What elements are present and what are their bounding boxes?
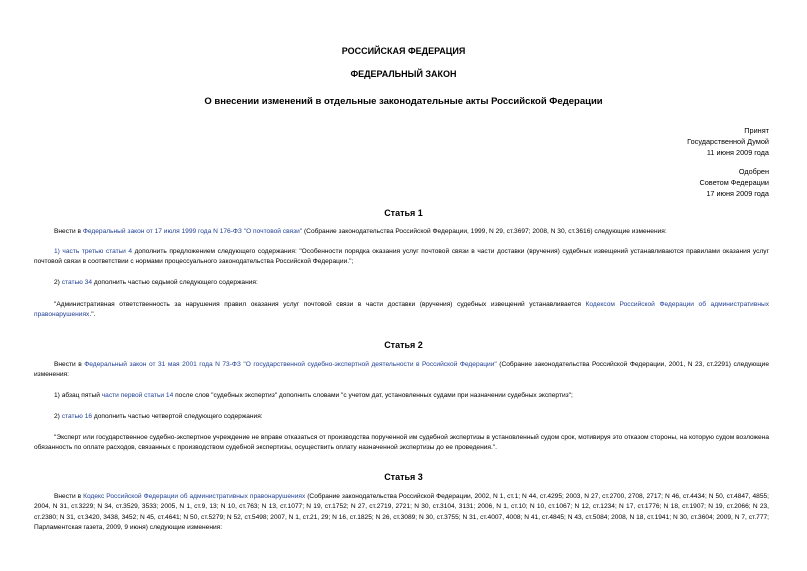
article-3-paragraph-1 — [34, 492, 769, 534]
article-2-paragraph-3 — [34, 412, 769, 422]
text-span: (Собрание законодательства Российской Федерации, 1999, N 29, ст.3697; 2008, N 30, ст.3616) следующие изменения: — [302, 228, 667, 235]
text-span: 2) — [54, 279, 62, 286]
text-span: дополнить частью четвертой следующего содержания: — [92, 413, 263, 420]
text-span: Внести в — [54, 493, 84, 500]
text-span: дополнить частью седьмой следующего содержания: — [92, 279, 258, 286]
adopted-body: Государственной Думой — [687, 137, 769, 146]
text-span: дополнить предложением следующего содержания: "Особенности порядка оказания услуг почтовой связи в части доставки (вручения) судебных извещений устанавливаются правилами оказания услуг почтовой связи в соответствии с нормами процессуального законодательства Российской Федерации."; — [34, 248, 769, 266]
article-2-heading: Статья 2 — [384, 340, 423, 350]
text-span: .". — [89, 311, 96, 319]
link-article-34[interactable]: статью 34 — [61, 279, 93, 286]
link-article-14-part-1[interactable]: части первой статьи 14 — [101, 392, 174, 399]
article-1-paragraph-2 — [34, 247, 769, 268]
article-1-heading: Статья 1 — [384, 208, 423, 218]
text-span: "Административная ответственность за нарушения правил оказания услуг почтовой связи в части доставки (вручения) судебных извещений устанавливается — [54, 301, 586, 308]
adopted-block — [687, 125, 769, 158]
text-span: (Собрание законодательства Российской Федерации, 2001, N 23, ст.2291) следующие изменения: — [34, 361, 769, 379]
adopted-date: 11 июня 2009 года — [706, 148, 769, 157]
adopted-label: Принят — [744, 126, 769, 135]
text-span: Внести в — [54, 228, 83, 235]
law-title: О внесении изменений в отдельные законодательные акты Российской Федерации — [204, 96, 603, 107]
link-article-16[interactable]: статью 16 — [61, 413, 93, 420]
link-law-73-fz[interactable]: Федеральный закон от 31 мая 2001 года N 73-ФЗ "О государственной судебно-экспертной деятельности в Российской Федерации" — [84, 361, 497, 368]
link-koap[interactable]: Кодекс Российской Федерации об административных правонарушениях — [83, 493, 306, 500]
text-span: 2) — [54, 413, 62, 420]
article-2-paragraph-1 — [34, 360, 769, 381]
article-1-paragraph-4 — [34, 300, 769, 321]
link-koap[interactable]: Кодексом Российской Федерации об административных правонарушениях — [34, 301, 769, 319]
approved-label: Одобрен — [738, 167, 769, 176]
article-2-paragraph-4: "Эксперт или государственное судебно-экспертное учреждение не вправе отказаться от производства порученной им судебной экспертизы в установленный судом срок, мотивируя это отказом стороны, на которую судом возложена обязанность по оплате расходов, связанных с производством судебной экспертизы, осуществить оплату назначенной экспертизы до ее проведения.". — [34, 434, 769, 452]
article-1-paragraph-3 — [34, 278, 769, 288]
article-3-heading: Статья 3 — [384, 472, 423, 482]
article-1-paragraph-1 — [34, 227, 769, 237]
text-span: (Собрание законодательства Российской Федерации, 2002, N 1, ст.1; N 44, ст.4295; 2003, N 27, ст.2700, 2708, 2717; N 46, ст.4434; N 50, ст.4847, 4855; 2004, N 31, ст.3229; N 34, ст.3529, 3533; 2005, N 1, ст.9, 13; N 10, ст.763; N 13, ст.1077; N 19, ст.1752; N 27, ст.2719, 2721; N 30, ст.3104, 3131; 2006, N 1, ст.10; N 10, ст.1067; N 12, ст.1234; N 17, ст.1776; N 18, ст.1907; N 19, ст.2066; N 23, ст.2380; N 31, ст.3420, 3438, 3452; N 45, ст.4641; N 50, ст.5279; N 52, ст.5498; 2007, N 1, ст.21, 29; N 16, ст.1825; N 26, ст.3089; N 30, ст.3755; N 31, ст.4007, 4008; N 41, ст.4845; N 43, ст.5084; 2008, N 18, ст.1941; N 30, ст.3604; 2009, N 7, ст.777; Парламентская газета, 2009, 9 июня) следующие изменения: — [34, 493, 770, 532]
text-span: Внести в — [54, 361, 85, 368]
link-law-176-fz[interactable]: Федеральный закон от 17 июля 1999 года N 176-ФЗ "О почтовой связи" — [82, 228, 303, 235]
approved-body: Советом Федерации — [699, 178, 769, 187]
country-heading: РОССИЙСКАЯ ФЕДЕРАЦИЯ — [341, 46, 466, 56]
link-article-4-part-3[interactable]: 1) часть третью статьи 4 — [54, 248, 133, 255]
article-2-paragraph-2 — [34, 391, 769, 401]
law-type-heading: ФЕДЕРАЛЬНЫЙ ЗАКОН — [350, 69, 457, 79]
approved-block — [699, 166, 769, 199]
approved-date: 17 июня 2009 года — [706, 189, 769, 198]
text-span: 1) абзац пятый — [54, 392, 102, 399]
text-span: после слов "судебных экспертиз" дополнить словами "с учетом дат, установленных судами при назначении судебных экспертиз"; — [173, 392, 573, 399]
